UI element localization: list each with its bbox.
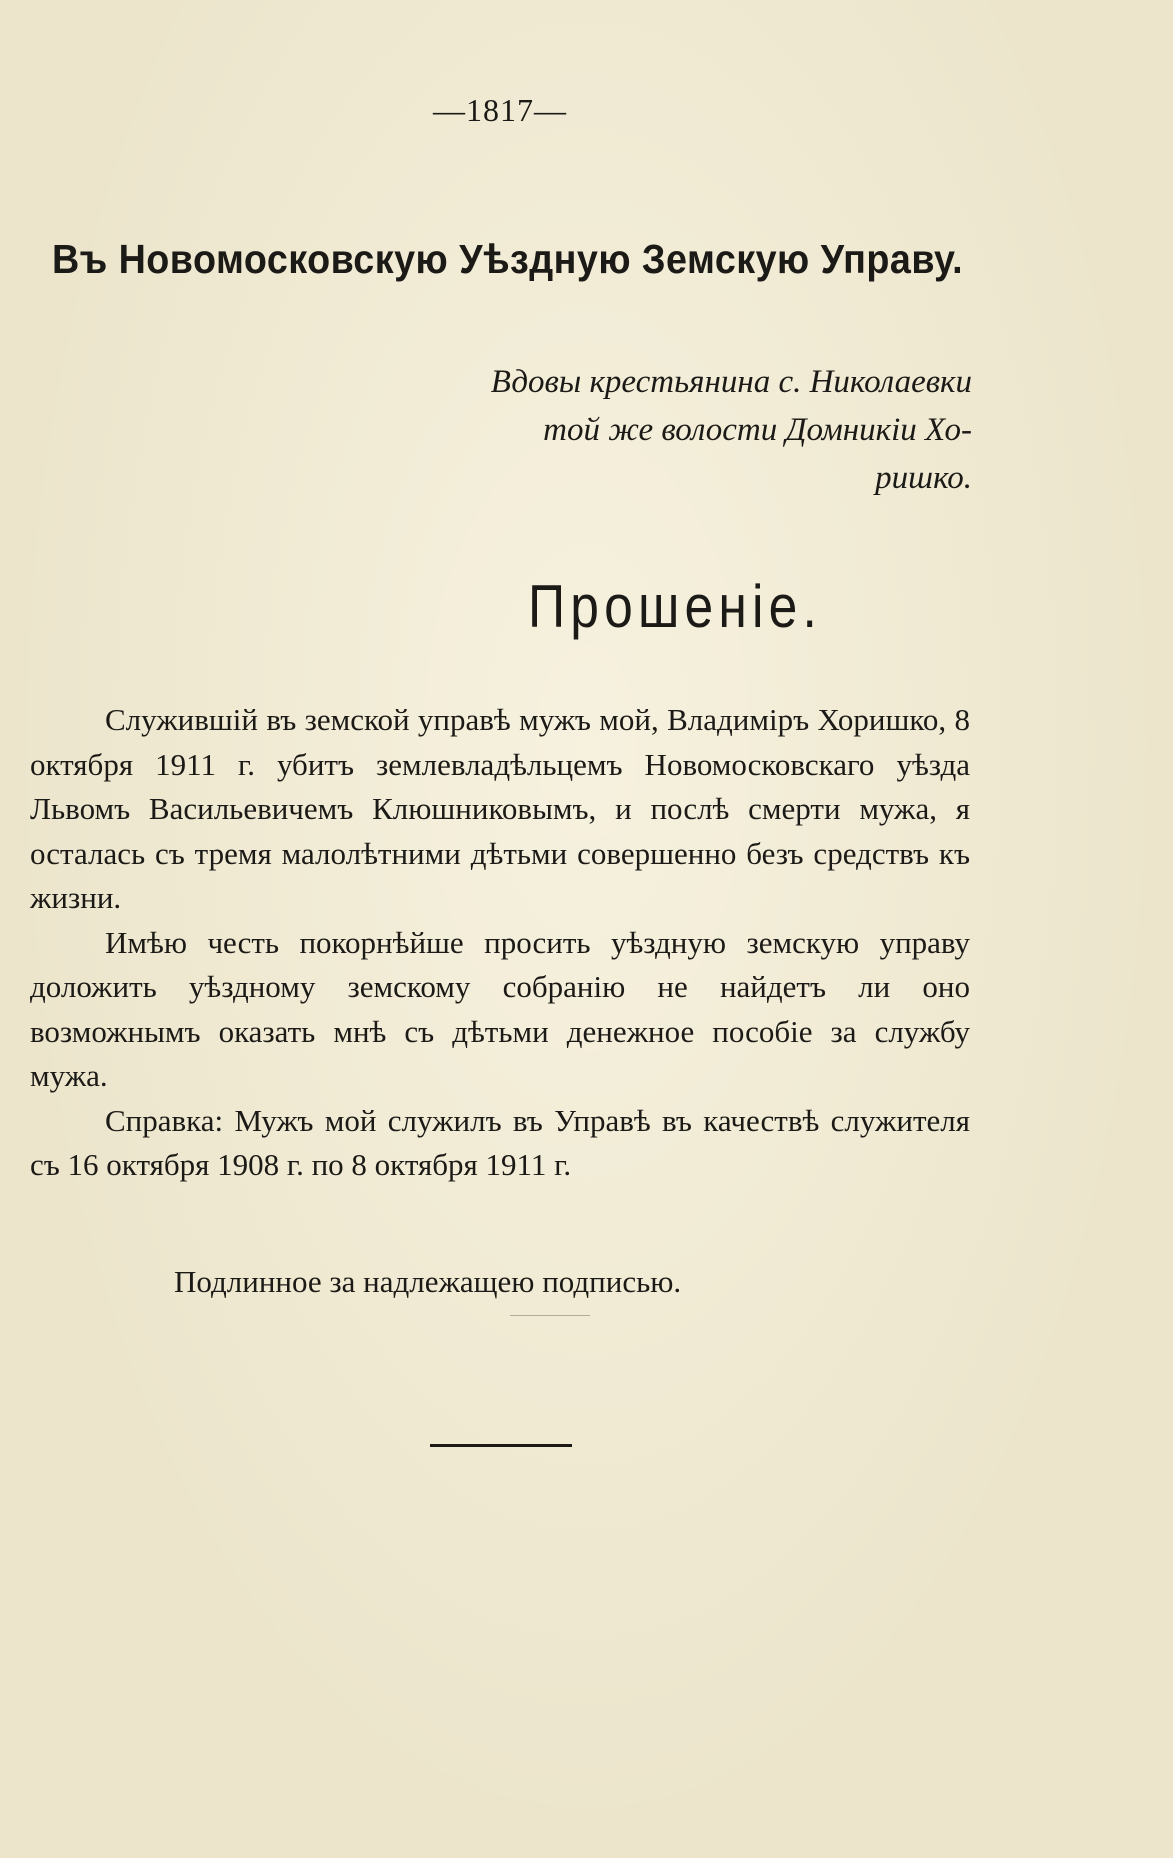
signature-note: Подлинное за надлежащею подписью. xyxy=(174,1264,682,1299)
petitioner-line-1: Вдовы крестьянина с. Николаевки xyxy=(490,364,972,400)
document-title: Прошеніе. xyxy=(528,573,823,640)
paragraph-2: Имѣю честь покорнѣйше просить уѣздную земскую управу доложить уѣздному земскому собранію не найдетъ ли оно возможнымъ оказать мнѣ съ дѣтьми денежное пособіе за службу мужа. xyxy=(30,924,970,1093)
paragraph-1: Служившій въ земской управѣ мужъ мой, Владиміръ Хоришко, 8 октября 1911 г. убитъ землевладѣльцемъ Новомосковскаго уѣзда Львомъ Васильевичемъ Клюшниковымъ, и послѣ смерти мужа, я осталась съ тремя малолѣтними дѣтьми совершенно безъ средствъ къ жизни. xyxy=(30,702,970,915)
page-number: —1817— xyxy=(433,92,567,128)
document-heading: Въ Новомосковскую Уѣздную Земскую Управу. xyxy=(52,236,964,282)
petitioner-block xyxy=(392,358,972,502)
petitioner-line-3: ришко. xyxy=(875,460,972,496)
petition-body xyxy=(30,698,970,1188)
paragraph-3: Справка: Мужъ мой служилъ въ Управѣ въ качествѣ служителя съ 16 октября 1908 г. по 8 октября 1911 г. xyxy=(30,1102,970,1182)
short-divider xyxy=(510,1315,590,1316)
section-divider xyxy=(430,1444,572,1447)
petitioner-line-2: той же волости Домникіи Хо- xyxy=(543,412,972,448)
